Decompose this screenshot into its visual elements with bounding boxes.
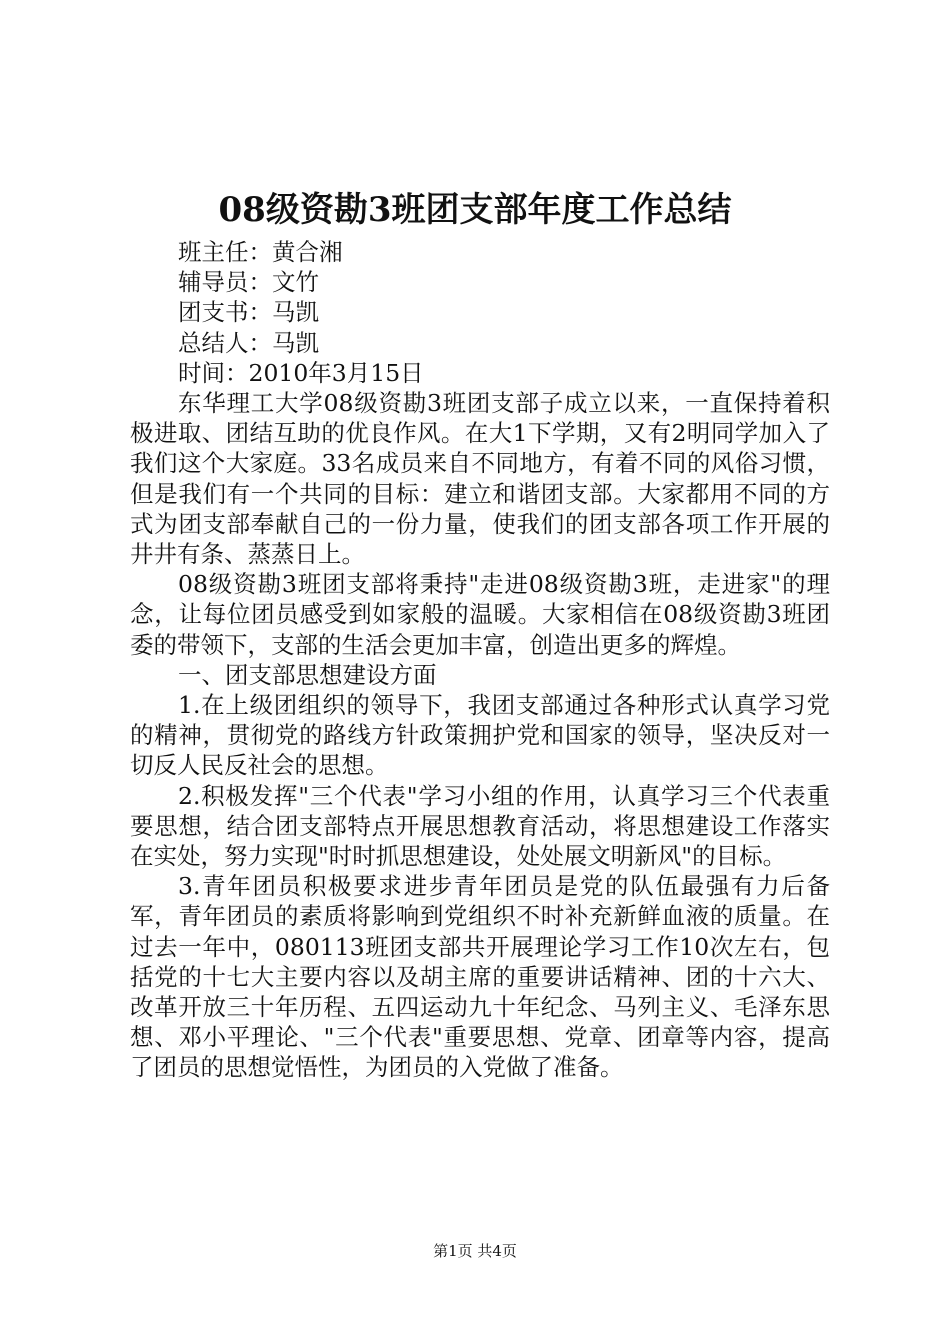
- paragraph-intro: 东华理工大学08级资勘3班团支部子成立以来，一直保持着积极进取、团结互助的优良作风。在大1下学期，又有2明同学加入了我们这个大家庭。33名成员来自不同地方，有着不同的风俗习惯，但是我们有一个共同的目标：建立和谐团支部。大家都用不同的方式为团支部奉献自己的一份力量，使我们的团支部各项工作开展的井井有条、蒸蒸日上。: [130, 389, 830, 569]
- meta-league-secretary: 团支书：马凯: [178, 298, 319, 327]
- document-title: 08级资勘3班团支部年度工作总结: [218, 190, 732, 230]
- meta-date: 时间：2010年3月15日: [178, 358, 424, 387]
- page-footer: 第1页 共4页: [433, 1242, 517, 1260]
- paragraph-item-1: 1.在上级团组织的领导下，我团支部通过各种形式认真学习党的精神，贯彻党的路线方针政策拥护党和国家的领导，坚决反对一切反人民反社会的思想。: [130, 691, 830, 780]
- document-body: [130, 237, 830, 1083]
- meta-summarizer: 总结人：马凯: [178, 328, 319, 357]
- meta-counselor: 辅导员：文竹: [178, 268, 319, 297]
- paragraph-item-3: 3.青年团员积极要求进步青年团员是党的队伍最强有力后备军，青年团员的素质将影响到党组织不时补充新鲜血液的质量。在过去一年中，080113班团支部共开展理论学习工作10次左右，包括党的十七大主要内容以及胡主席的重要讲话精神、团的十六大、改革开放三十年历程、五四运动九十年纪念、马列主义、毛泽东思想、邓小平理论、"三个代表"重要思想、党章、团章等内容，提高了团员的思想觉悟性，为团员的入党做了准备。: [130, 872, 830, 1082]
- paragraph-item-2: 2.积极发挥"三个代表"学习小组的作用，认真学习三个代表重要思想，结合团支部特点开展思想教育活动，将思想建设工作落实在实处，努力实现"时时抓思想建设，处处展文明新风"的目标。: [130, 781, 830, 871]
- section-heading: 一、团支部思想建设方面: [178, 660, 437, 689]
- meta-class-teacher: 班主任：黄合湘: [178, 238, 343, 266]
- paragraph-philosophy: 08级资勘3班团支部将秉持"走进08级资勘3班，走进家"的理念，让每位团员感受到如家般的温暖。大家相信在08级资勘3班团委的带领下，支部的生活会更加丰富，创造出更多的辉煌。: [130, 570, 830, 659]
